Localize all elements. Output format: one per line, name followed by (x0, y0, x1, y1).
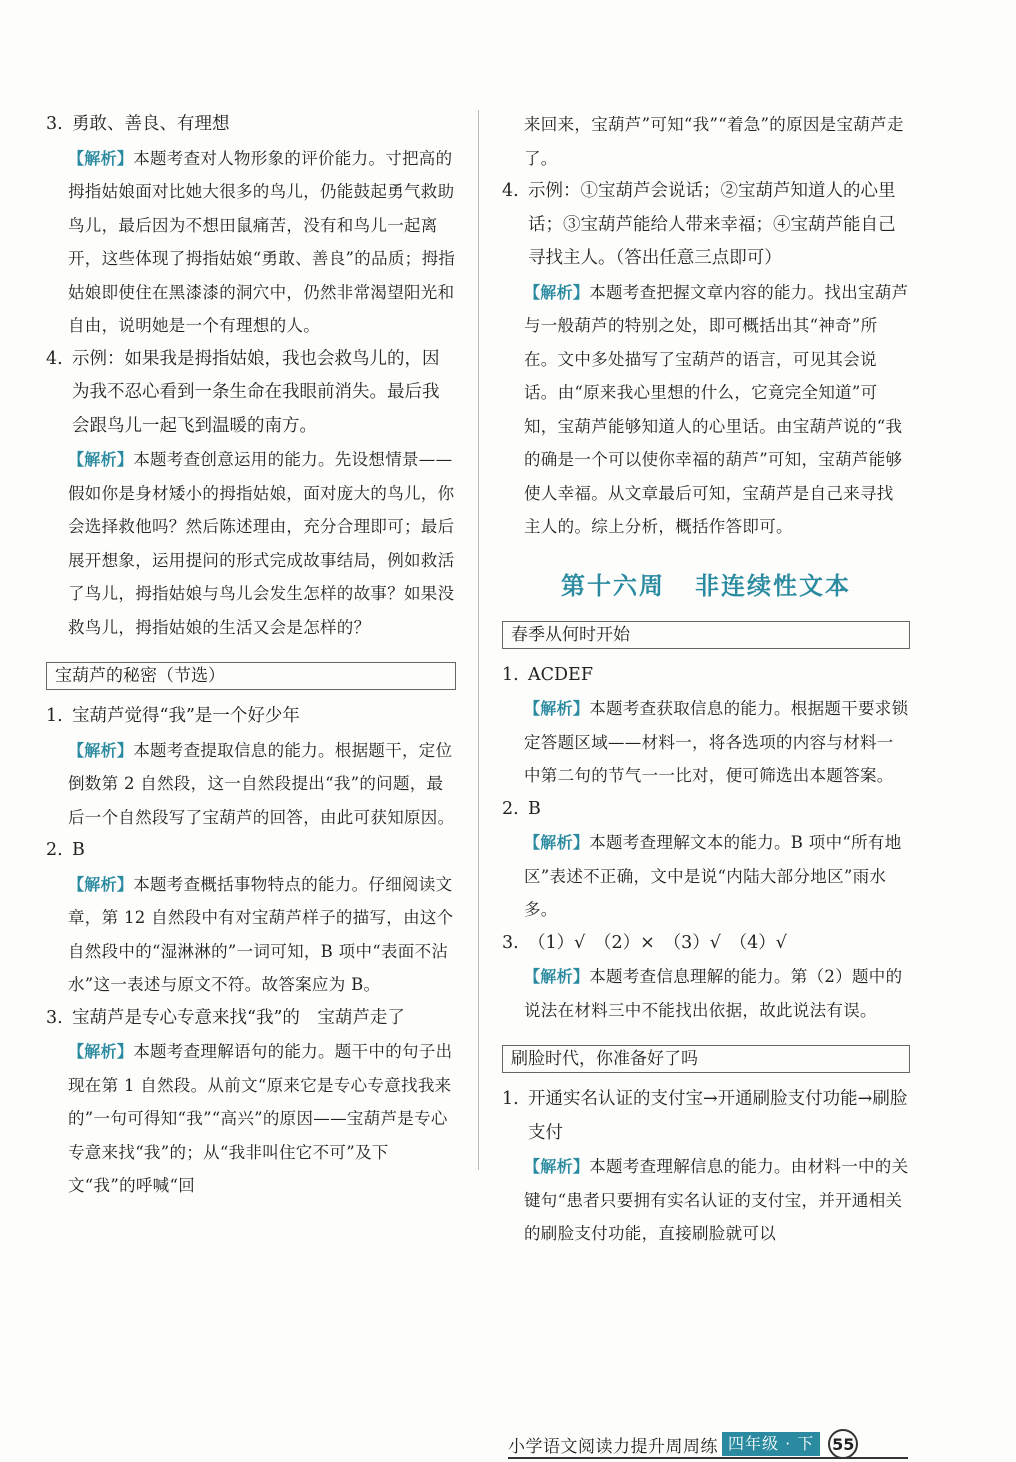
question-item (502, 793, 910, 827)
analysis-paragraph (68, 734, 456, 835)
section-title: 刷脸时代，你准备好了吗 (502, 1045, 910, 1073)
question-item (46, 700, 456, 734)
question-answer: ACDEF (528, 664, 593, 685)
analysis-text: 本题考查提取信息的能力。根据题干，定位倒数第 2 自然段，这一自然段提出“我”的问题，最后一个自然段写了宝葫芦的回答，由此可获知原因。 (68, 740, 455, 827)
question-number: 2. (46, 840, 63, 860)
question-number: 1. (46, 706, 63, 726)
question-number: 4. (502, 181, 519, 201)
question-item (46, 834, 456, 868)
column-divider (478, 110, 479, 1170)
analysis-tag: 【解析】 (524, 833, 590, 852)
analysis-paragraph (524, 692, 910, 793)
analysis-tag: 【解析】 (68, 148, 134, 168)
week-number: 第十六周 (561, 571, 665, 600)
analysis-text: 本题考查对人物形象的评价能力。寸把高的拇指姑娘面对比她大很多的鸟儿，仍能鼓起勇气救助鸟儿，最后因为不想田鼠痛苦，没有和鸟儿一起离开，这些体现了拇指姑娘“勇敢、善良”的品质；拇指姑娘即使住在黑漆漆的洞穴中，仍然非常渴望阳光和自由，说明她是一个有理想的人。 (68, 148, 456, 335)
question-number: 3. (46, 1007, 63, 1028)
section-title: 春季从何时开始 (502, 621, 910, 649)
analysis-paragraph (68, 142, 456, 343)
question-answer: 示例：①宝葫芦会说话；②宝葫芦知道人的心里话；③宝葫芦能给人带来幸福；④宝葫芦能自己寻找主人。（答出任意三点即可） (528, 181, 896, 268)
analysis-paragraph (68, 1035, 456, 1203)
question-number: 3. (46, 114, 63, 134)
analysis-text: 本题考查创意运用的能力。先设想情景——假如你是身材矮小的拇指姑娘，面对庞大的鸟儿，你会选择救他吗？然后陈述理由，充分合理即可；最后展开想象，运用提问的形式完成故事结局，例如救活了鸟儿，拇指姑娘与鸟儿会发生怎样的故事？如果没救鸟儿，拇指姑娘的生活又会是怎样的？ (68, 450, 455, 637)
book-title: 小学语文阅读力提升周周练 (508, 1436, 718, 1457)
left-column (46, 108, 456, 1203)
question-answer: 宝葫芦是专心专意来找“我”的 宝葫芦走了 (72, 1007, 405, 1028)
analysis-paragraph (524, 826, 910, 927)
question-number: 4. (46, 348, 63, 369)
analysis-tag: 【解析】 (68, 1042, 134, 1061)
analysis-text: 本题考查信息理解的能力。第（2）题中的说法在材料三中不能找出依据，故此说法有误。 (524, 967, 903, 1020)
question-answer: B (528, 798, 541, 819)
analysis-tag: 【解析】 (524, 699, 590, 718)
analysis-text: 本题考查把握文章内容的能力。找出宝葫芦与一般葫芦的特别之处，即可概括出其“神奇”所在。文中多处描写了宝葫芦的语言，可见其会说话。由“原来我心里想的什么，它竟完全知道”可知，宝葫芦能够知道人的心里话。由宝葫芦说的“我的确是一个可以使你幸福的葫芦”可知，宝葫芦能够使人幸福。从文章最后可知，宝葫芦是自己来寻找主人的。综上分析，概括作答即可。 (524, 282, 909, 536)
question-answer: 示例：如果我是拇指姑娘，我也会救鸟儿的，因为我不忍心看到一条生命在我眼前消失。最后我会跟鸟儿一起飞到温暖的南方。 (72, 348, 440, 436)
analysis-paragraph (524, 960, 910, 1027)
question-number: 1. (502, 1089, 519, 1109)
question-number: 3. (502, 932, 519, 953)
analysis-paragraph (68, 868, 456, 1002)
question-answer: 宝葫芦觉得“我”是一个好少年 (72, 706, 300, 726)
question-item (46, 108, 456, 142)
question-item (46, 1002, 456, 1036)
analysis-text: 本题考查获取信息的能力。根据题干要求锁定答题区域——材料一，将各选项的内容与材料一中第二句的节气一一比对，便可筛选出本题答案。 (524, 699, 909, 785)
question-item (502, 1083, 910, 1150)
page-number: 55 (828, 1429, 858, 1459)
question-item (502, 927, 910, 961)
question-answer: B (72, 840, 85, 860)
week-heading (502, 566, 910, 601)
section-title: 宝葫芦的秘密（节选） (46, 662, 456, 690)
question-item (502, 659, 910, 693)
week-topic: 非连续性文本 (695, 571, 851, 600)
analysis-text: 本题考查理解文本的能力。B 项中“所有地区”表述不正确，文中是说“内陆大部分地区”雨水多。 (524, 833, 902, 919)
grade-badge: 四年级 · 下 (722, 1432, 820, 1456)
question-number: 1. (502, 664, 519, 685)
question-item (46, 343, 456, 444)
analysis-tag: 【解析】 (68, 740, 134, 760)
analysis-tag: 【解析】 (68, 874, 134, 894)
page-footer (508, 1432, 858, 1456)
question-answer: 开通实名认证的支付宝→开通刷脸支付功能→刷脸支付 (528, 1089, 908, 1143)
analysis-paragraph (524, 276, 910, 544)
question-item (502, 175, 910, 276)
analysis-text: 本题考查概括事物特点的能力。仔细阅读文章，第 12 自然段中有对宝葫芦样子的描写，由这个自然段中的“湿淋淋的”一词可知，B 项中“表面不沾水”这一表述与原文不符。故答案应为 B。 (68, 874, 454, 994)
analysis-text: 本题考查理解信息的能力。由材料一中的关键句“患者只要拥有实名认证的支付宝，并开通相关的刷脸支付功能，直接刷脸就可以 (524, 1157, 909, 1243)
analysis-tag: 【解析】 (524, 967, 590, 986)
footer-rule (508, 1457, 908, 1459)
question-answer: 勇敢、善良、有理想 (72, 114, 230, 134)
analysis-tag: 【解析】 (68, 450, 134, 469)
analysis-text: 本题考查理解语句的能力。题干中的句子出现在第 1 自然段。从前文“原来它是专心专意找我来的”一句可得知“我”“高兴”的原因——宝葫芦是专心专意来找“我”的；从“我非叫住它不可”及下文“我”的呼喊“回 (68, 1042, 453, 1195)
analysis-tag: 【解析】 (524, 1157, 590, 1176)
analysis-paragraph (68, 443, 456, 644)
question-answer: （1）√ （2）× （3）√ （4）√ (528, 932, 787, 953)
analysis-paragraph (524, 1150, 910, 1251)
analysis-tag: 【解析】 (524, 282, 590, 302)
analysis-text: 来回来，宝葫芦”可知“我”“着急”的原因是宝葫芦走了。 (524, 115, 904, 168)
right-column (502, 108, 910, 1251)
analysis-paragraph (524, 108, 910, 175)
question-number: 2. (502, 798, 519, 819)
